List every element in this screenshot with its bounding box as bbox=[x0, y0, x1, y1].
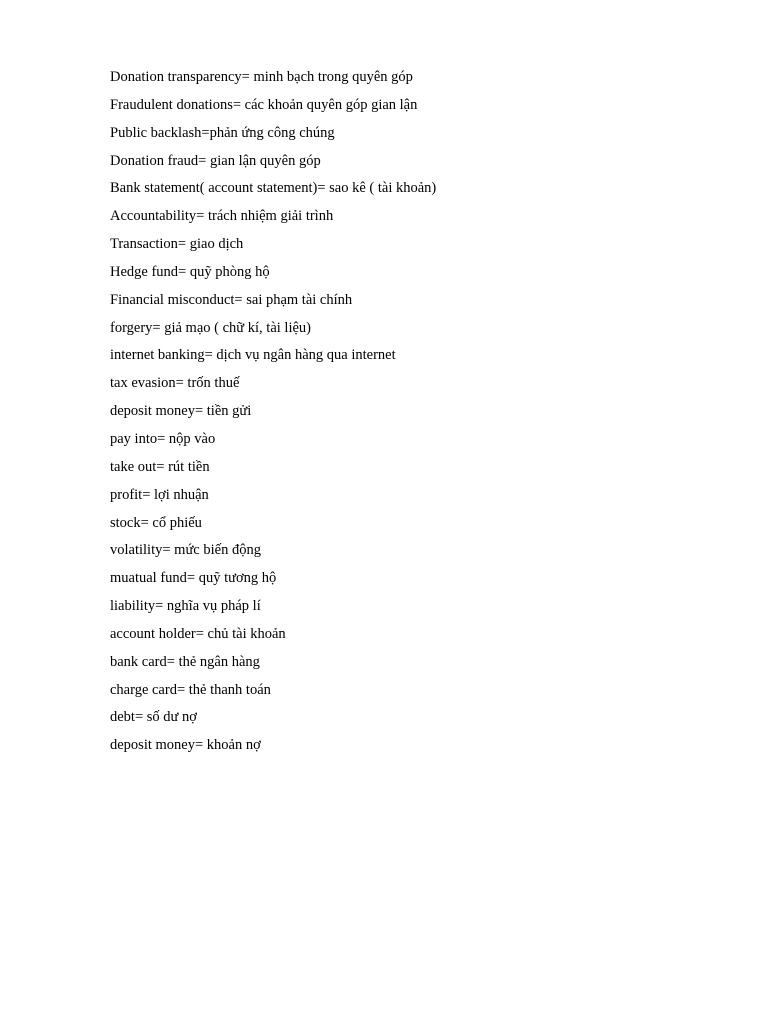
vocabulary-line: internet banking= dịch vụ ngân hàng qua internet bbox=[110, 347, 396, 364]
vocabulary-line: account holder= chủ tài khoản bbox=[110, 625, 286, 642]
vocabulary-line: Donation transparency= minh bạch trong quyên góp bbox=[110, 69, 413, 85]
vocabulary-list bbox=[110, 67, 436, 763]
vocabulary-line: liability= nghĩa vụ pháp lí bbox=[110, 598, 261, 615]
vocabulary-line: Financial misconduct= sai phạm tài chính bbox=[110, 291, 353, 308]
vocabulary-line: Accountability= trách nhiệm giải trình bbox=[110, 208, 334, 225]
vocabulary-line: volatility= mức biến động bbox=[110, 542, 261, 559]
vocabulary-line: Donation fraud= gian lận quyên góp bbox=[110, 152, 321, 169]
vocabulary-line: tax evasion= trốn thuế bbox=[110, 375, 240, 392]
vocabulary-line: profit= lợi nhuận bbox=[110, 486, 209, 503]
vocabulary-line: deposit money= tiền gửi bbox=[110, 403, 252, 420]
vocabulary-line: pay into= nộp vào bbox=[110, 430, 216, 447]
vocabulary-line: Bank statement( account statement)= sao kê ( tài khoản) bbox=[110, 180, 437, 197]
vocabulary-line: Fraudulent donations= các khoản quyên góp gian lận bbox=[110, 96, 418, 113]
vocabulary-line: forgery= giả mạo ( chữ kí, tài liệu) bbox=[110, 319, 311, 336]
vocabulary-line: Hedge fund= quỹ phòng hộ bbox=[110, 263, 270, 280]
vocabulary-line: debt= số dư nợ bbox=[110, 709, 197, 726]
vocabulary-line: muatual fund= quỹ tương hộ bbox=[110, 570, 277, 587]
vocabulary-line: deposit money= khoản nợ bbox=[110, 737, 261, 754]
vocabulary-line: charge card= thẻ thanh toán bbox=[110, 681, 271, 698]
vocabulary-line: take out= rút tiền bbox=[110, 458, 210, 475]
vocabulary-line: Transaction= giao dịch bbox=[110, 236, 244, 253]
vocabulary-line: Public backlash=phản ứng công chúng bbox=[110, 124, 335, 141]
vocabulary-line: stock= cổ phiếu bbox=[110, 514, 202, 531]
vocabulary-line: bank card= thẻ ngân hàng bbox=[110, 653, 260, 670]
